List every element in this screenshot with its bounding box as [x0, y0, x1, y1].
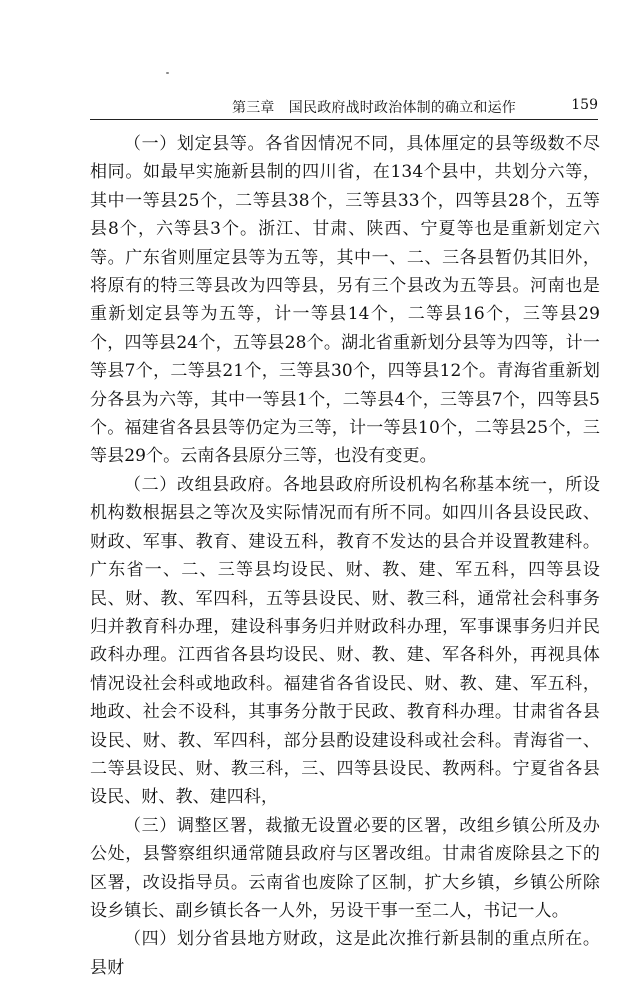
paragraph-district-offices: （三）调整区署，裁撤无设置必要的区署，改组乡镇公所及办公处，县警察组织通常随县政府与区署改组。甘肃省废除县之下的区署，改设指导员。云南省也废除了区制，扩大乡镇，乡镇公所除设乡镇长、副乡镇长各一人外，另设干事一至二人，书记一人。 [90, 815, 600, 921]
body-text [90, 130, 600, 982]
paragraph-finance: （四）划分省县地方财政，这是此次推行新县制的重点所在。县财 [90, 929, 600, 978]
chapter-title: 第三章 国民政府战时政治体制的确立和运作 [232, 100, 516, 116]
page-number: 159 [571, 97, 598, 113]
paragraph-county-government: （二）改组县政府。各地县政府所设机构名称基本统一，所设机构数根据县之等次及实际情况而有所不同。如四川各县设民政、财政、军事、教育、建设五科，教育不发达的县合并设置教建科。广东省一、二、三等县均设民、财、教、建、军五科，四等县设民、财、教、军四科，五等县设民、财、教三科，通常社会科事务归并教育科办理，建设科事务归并财政科办理，军事课事务归并民政科办理。江西省各县均设民、财、教、建、军各科外，再视具体情况设社会科或地政科。福建省各省设民、财、教、建、军五科，地政、社会不设科，其事务分散于民政、教育科办理。甘肃省各县设民、财、教、军四科，部分县酌设建设科或社会科。青海省一、二等县设民、财、教三科，三、四等县设民、教两科。宁夏省各县设民、财、教、建四科， [90, 474, 600, 808]
running-header [90, 97, 598, 120]
paragraph-county-grades: （一）划定县等。各省因情况不同，具体厘定的县等级数不尽相同。如最早实施新县制的四川省，在134个县中，共划分六等，其中一等县25个，二等县38个，三等县33个，四等县28个，五等县8个，六等县3个。浙江、甘肃、陕西、宁夏等也是重新划定六等。广东省则厘定县等为五等，其中一、二、三各县暂仍其旧外，将原有的特三等县改为四等县，另有三个县改为五等县。河南也是重新划定县等为五等，计一等县14个，二等县16个，三等县29个，四等县24个，五等县28个。湖北省重新划分县等为四等，计一等县7个，二等县21个，三等县30个，四等县12个。青海省重新划分各县为六等，其中一等县1个，二等县4个，三等县7个，四等县5个。福建省各县县等仍定为三等，计一等县10个，二等县25个，三等县29个。云南各县原分三等，也没有变更。 [90, 134, 600, 467]
scan-speck [166, 72, 169, 74]
